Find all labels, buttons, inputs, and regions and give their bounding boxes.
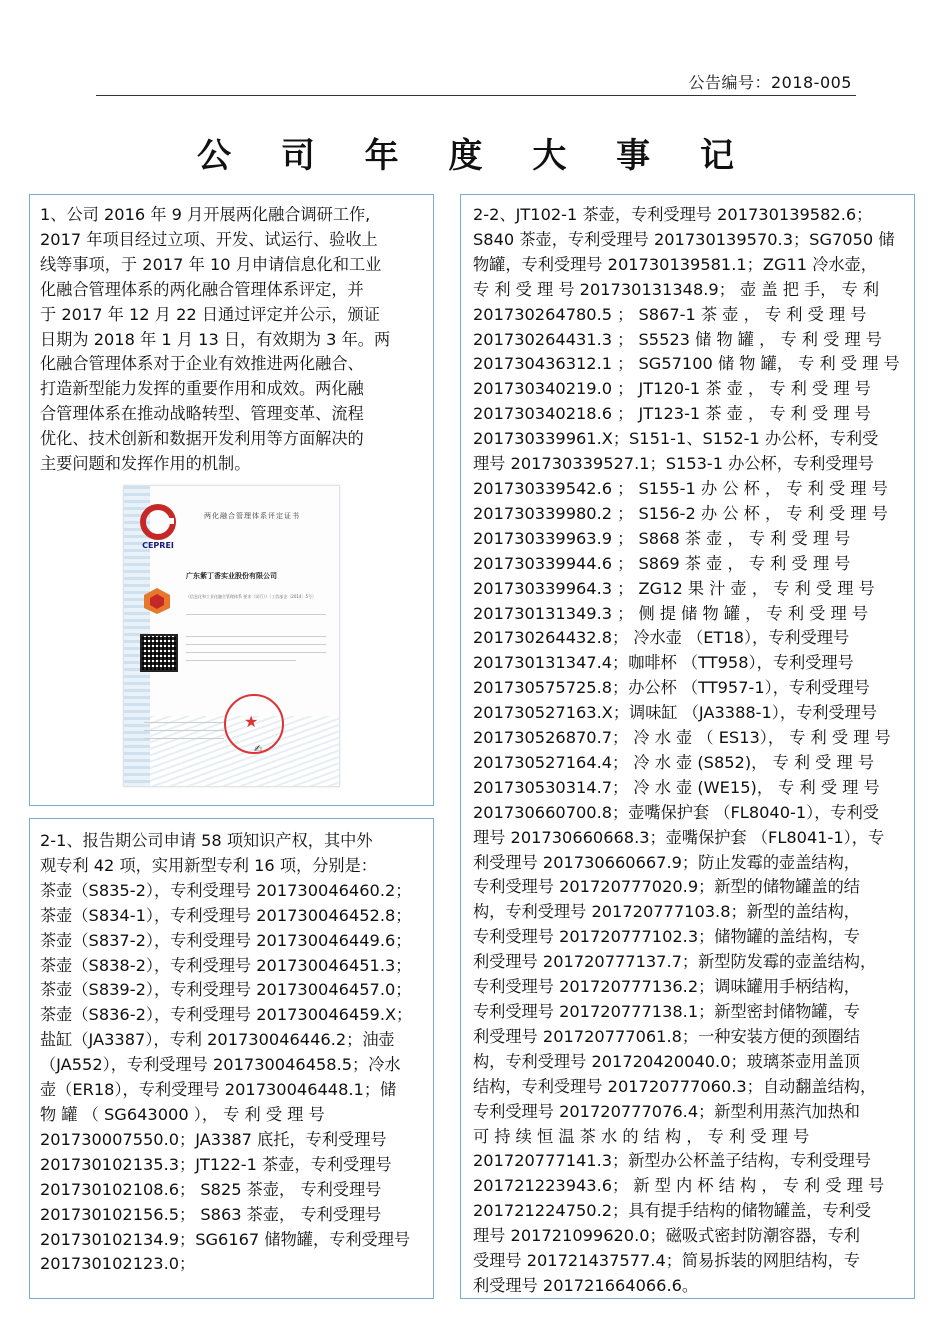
- event-2-2-line: 构，专利受理号 201720420040.0；玻璃茶壶用盖顶: [473, 1051, 860, 1071]
- event-2-1-line: 201730102108.6； S825 茶壶， 专利受理号: [40, 1179, 382, 1199]
- event-2-2-line: 201730527164.4； 冷 水 壶 (S852)， 专 利 受 理 号: [473, 752, 875, 772]
- event-2-2-line: 201720777141.3；新型办公杯盖子结构，专利受理号: [473, 1151, 872, 1171]
- event-1-line: 日期为 2018 年 1 月 13 日，有效期为 3 年。两: [40, 329, 391, 349]
- event-1-line: 于 2017 年 12 月 22 日通过评定并公示，颁证: [40, 304, 380, 324]
- certificate-text-line: [186, 660, 296, 661]
- event-2-1-line: 观专利 42 项，实用新型专利 16 项，分别是：: [40, 855, 377, 875]
- certificate-text-line: [186, 652, 326, 653]
- event-2-1-line: 盐缸（JA3387），专利 201730046446.2；油壶: [40, 1030, 395, 1050]
- event-2-1-line: （JA552），专利受理号 201730046458.5；冷水: [40, 1055, 401, 1075]
- event-1-line: 优化、技术创新和数据开发利用等方面解决的: [40, 429, 364, 449]
- event-2-2-line: 201730131349.3 ； 侧 提 储 物 罐 ， 专 利 受 理 号: [473, 603, 869, 623]
- event-2-2-line: S840 茶壶，专利受理号 201730139570.3；SG7050 储: [473, 229, 895, 249]
- event-2-1-line: 201730007550.0；JA3387 底托，专利受理号: [40, 1129, 387, 1149]
- event-box-2-1: [29, 818, 434, 1299]
- qr-code-icon: [140, 634, 178, 672]
- certificate-text-line: [144, 730, 224, 731]
- event-2-2-line: 201730660700.8；壶嘴保护套 （FL8040-1），专利受: [473, 802, 879, 822]
- event-2-1-line: 物 罐 （ SG643000 ）， 专 利 受 理 号: [40, 1104, 325, 1124]
- header-divider: [96, 95, 856, 96]
- certificate-fine-print: 《信息化和工业化融合管理体系 要求（试行）》（工信部企〔2014〕5号）: [186, 594, 316, 599]
- event-2-2-line: 受理号 201721437577.4；简易拆装的网胆结构，专: [473, 1251, 860, 1271]
- event-2-2-line: 201730339542.6 ； S155-1 办 公 杯 ， 专 利 受 理 号: [473, 478, 888, 498]
- notice-number: 公告编号：2018-005: [688, 73, 852, 92]
- event-2-2-line: 2-2、JT102-1 茶壶，专利受理号 201730139582.6；: [473, 205, 873, 224]
- event-2-2-line: 201721224750.2；具有提手结构的储物罐盖，专利受: [473, 1201, 872, 1221]
- event-2-2-line: 利受理号 201730660667.9；防止发霉的壶盖结构，: [473, 852, 860, 872]
- certificate-title: 两化融合管理体系评定证书: [204, 512, 300, 520]
- event-2-2-line: 专利受理号 201720777138.1；新型密封储物罐，专: [473, 1002, 860, 1021]
- integration-logo-icon: [142, 586, 172, 616]
- event-2-2-line: 专利受理号 201720777020.9；新型的储物罐盖的结: [473, 877, 860, 897]
- event-2-2-line: 201730339980.2 ； S156-2 办 公 杯 ， 专 利 受 理 号: [473, 503, 888, 523]
- event-1-line: 2017 年项目经过立项、开发、试运行、验收上: [40, 229, 378, 249]
- event-2-2-line: 201730131347.4；咖啡杯 （TT958），专利受理号: [473, 653, 854, 673]
- event-2-2-line: 201730340219.0 ； JT120-1 茶 壶 ， 专 利 受 理 号: [473, 379, 871, 399]
- event-2-1-line: 茶壶（S839-2），专利受理号 201730046457.0；: [40, 980, 412, 1000]
- event-box-1: [29, 194, 434, 806]
- event-2-1-line: 201730102156.5； S863 茶壶， 专利受理号: [40, 1204, 382, 1224]
- event-1-line: 合管理体系在推动战略转型、管理变革、流程: [40, 404, 364, 424]
- event-2-2-paragraph: [473, 203, 902, 1299]
- event-2-1-line: 茶壶（S838-2），专利受理号 201730046451.3；: [40, 955, 412, 975]
- event-2-2-line: 理号 201730660668.3；壶嘴保护套 （FL8041-1），专: [473, 827, 885, 847]
- event-2-2-line: 201730339964.3 ； ZG12 果 汁 壶 ， 专 利 受 理 号: [473, 578, 875, 598]
- event-2-2-line: 结构，专利受理号 201720777060.3；自动翻盖结构，: [473, 1076, 877, 1096]
- event-2-2-line: 201730340218.6 ； JT123-1 茶 壶 ， 专 利 受 理 号: [473, 404, 871, 424]
- event-2-2-line: 201730526870.7； 冷 水 壶 （ ES13）， 专 利 受 理 号: [473, 728, 891, 748]
- ceprei-logo-text: CEPREI: [142, 541, 174, 550]
- event-2-1-line: 201730102134.9；SG6167 储物罐，专利受理号: [40, 1229, 411, 1249]
- certificate-image: [123, 485, 340, 787]
- certificate-text-line: [186, 614, 326, 615]
- ceprei-logo-icon: [136, 504, 180, 552]
- event-2-2-line: 201721223943.6； 新 型 内 杯 结 构 ， 专 利 受 理 号: [473, 1176, 885, 1196]
- event-2-2-line: 201730264431.3 ； S5523 储 物 罐 ， 专 利 受 理 号: [473, 329, 882, 349]
- event-box-2-2: [460, 194, 915, 1299]
- event-1-line: 化融合管理体系的两化融合管理体系评定，并: [40, 279, 364, 299]
- event-2-2-line: 物罐，专利受理号 201730139581.1；ZG11 冷水壶，: [473, 254, 877, 274]
- event-2-2-line: 201730575725.8；办公杯 （TT957-1），专利受理号: [473, 678, 870, 698]
- event-2-1-line: 201730102135.3；JT122-1 茶壶，专利受理号: [40, 1154, 392, 1174]
- event-2-2-line: 201730264780.5 ； S867-1 茶 壶 ， 专 利 受 理 号: [473, 304, 867, 324]
- event-1-line: 化融合管理体系对于企业有效推进两化融合、: [40, 354, 364, 374]
- event-2-2-line: 201730264432.8； 冷水壶 （ET18），专利受理号: [473, 628, 850, 648]
- event-2-2-line: 201730527163.X；调味缸 （JA3388-1），专利受理号: [473, 703, 878, 723]
- event-2-2-line: 构，专利受理号 201720777103.8；新型的盖结构，: [473, 902, 860, 922]
- event-2-1-line: 壶（ER18），专利受理号 201730046448.1；储: [40, 1080, 397, 1100]
- event-1-line: 1、公司 2016 年 9 月开展两化融合调研工作,: [40, 205, 371, 224]
- event-2-1-line: 茶壶（S836-2），专利受理号 201730046459.X；: [40, 1005, 413, 1025]
- event-1-line: 线等事项，于 2017 年 10 月申请信息化和工业: [40, 254, 382, 274]
- event-2-2-line: 利受理号 201720777061.8；一种安装方便的颈圈结: [473, 1026, 860, 1046]
- event-2-2-line: 201730436312.1 ； SG57100 储 物 罐， 专 利 受 理 号: [473, 354, 900, 374]
- event-2-2-line: 201730339961.X；S151-1、S152-1 办公杯，专利受: [473, 429, 879, 449]
- event-2-1-line: 2-1、报告期公司申请 58 项知识产权，其中外: [40, 831, 373, 850]
- event-2-2-line: 利受理号 201720777137.7；新型防发霉的壶盖结构，: [473, 952, 877, 972]
- event-2-2-line: 专利受理号 201720777076.4；新型利用蒸汽加热和: [473, 1101, 860, 1121]
- event-2-2-line: 201730339963.9 ； S868 茶 壶 ， 专 利 受 理 号: [473, 528, 851, 548]
- event-2-2-line: 专 利 受 理 号 201730131348.9； 壶 盖 把 手， 专 利: [473, 279, 880, 299]
- event-1-line: 打造新型能力发挥的重要作用和成效。两化融: [40, 379, 364, 399]
- page-title: 公 司 年 度 大 事 记: [196, 136, 754, 176]
- event-2-2-line: 专利受理号 201720777102.3；储物罐的盖结构，专: [473, 927, 860, 947]
- event-2-1-line: 201730102123.0；: [40, 1254, 196, 1274]
- event-1-line: 主要问题和发挥作用的机制。: [40, 454, 251, 474]
- event-2-2-line: 利受理号 201721664066.6。: [473, 1275, 699, 1295]
- event-2-2-line: 201730530314.7； 冷 水 壶 (WE15)， 专 利 受 理 号: [473, 777, 880, 797]
- event-1-paragraph: [40, 203, 423, 477]
- signature-icon: ✍: [254, 744, 263, 755]
- event-2-2-line: 可 持 续 恒 温 茶 水 的 结 构 ， 专 利 受 理 号: [473, 1126, 810, 1146]
- event-2-1-line: 茶壶（S834-1），专利受理号 201730046452.8；: [40, 905, 412, 925]
- certificate-text-line: [186, 636, 326, 637]
- event-2-2-line: 理号 201721099620.0；磁吸式密封防潮容器，专利: [473, 1226, 860, 1246]
- event-2-2-line: 专利受理号 201720777136.2；调味罐用手柄结构，: [473, 977, 860, 997]
- seal-star-icon: ★: [244, 712, 259, 731]
- event-2-1-line: 茶壶（S835-2），专利受理号 201730046460.2；: [40, 880, 412, 900]
- certificate-company: 广东紫丁香实业股份有限公司: [186, 572, 277, 580]
- event-2-2-line: 理号 201730339527.1；S153-1 办公杯，专利受理号: [473, 454, 874, 474]
- event-2-2-line: 201730339944.6 ； S869 茶 壶 ， 专 利 受 理 号: [473, 553, 851, 573]
- event-2-1-line: 茶壶（S837-2），专利受理号 201730046449.6；: [40, 930, 412, 950]
- certificate-text-line: [186, 644, 326, 645]
- event-2-1-paragraph: [40, 829, 423, 1277]
- certificate-text-line: [144, 722, 224, 723]
- certificate-text-line: [144, 738, 224, 739]
